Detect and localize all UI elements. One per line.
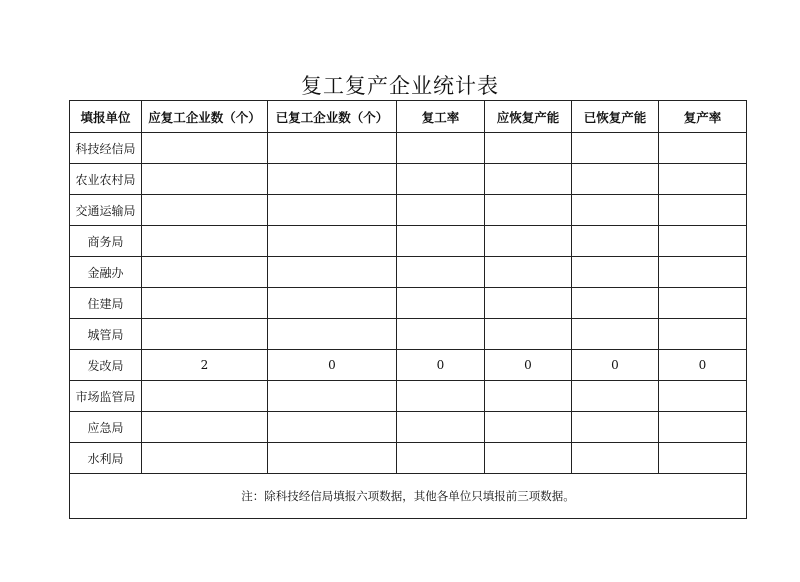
value-cell: [268, 319, 397, 350]
value-cell: 0: [485, 350, 572, 381]
value-cell: [572, 288, 659, 319]
value-cell: [142, 164, 268, 195]
table-note: 注：除科技经信局填报六项数据，其他各单位只填报前三项数据。: [70, 474, 747, 519]
value-cell: [142, 412, 268, 443]
value-cell: [485, 133, 572, 164]
header-cell-planned-resume-count: 应复工企业数（个）: [142, 101, 268, 133]
table-row: [70, 319, 747, 350]
value-cell: [268, 257, 397, 288]
value-cell: [142, 226, 268, 257]
value-cell: [268, 164, 397, 195]
value-cell: [659, 412, 747, 443]
unit-cell: 商务局: [70, 226, 142, 257]
value-cell: [142, 133, 268, 164]
value-cell: [485, 443, 572, 474]
value-cell: [659, 226, 747, 257]
table-row: [70, 164, 747, 195]
value-cell: [485, 288, 572, 319]
value-cell: [268, 288, 397, 319]
value-cell: [485, 412, 572, 443]
statistics-table: [69, 100, 747, 519]
value-cell: [397, 164, 485, 195]
header-cell-resumed-count: 已复工企业数（个）: [268, 101, 397, 133]
value-cell: [572, 133, 659, 164]
header-cell-unit: 填报单位: [70, 101, 142, 133]
unit-cell: 市场监管局: [70, 381, 142, 412]
value-cell: [142, 288, 268, 319]
value-cell: [659, 288, 747, 319]
value-cell: [485, 226, 572, 257]
value-cell: [572, 195, 659, 226]
value-cell: [142, 257, 268, 288]
value-cell: [142, 381, 268, 412]
value-cell: [397, 226, 485, 257]
unit-cell: 交通运输局: [70, 195, 142, 226]
value-cell: [572, 381, 659, 412]
value-cell: [268, 195, 397, 226]
header-cell-planned-capacity: 应恢复产能: [485, 101, 572, 133]
value-cell: [397, 288, 485, 319]
value-cell: [485, 164, 572, 195]
table-row: [70, 381, 747, 412]
value-cell: 2: [142, 350, 268, 381]
unit-cell: 金融办: [70, 257, 142, 288]
value-cell: [268, 381, 397, 412]
value-cell: [572, 443, 659, 474]
value-cell: [659, 443, 747, 474]
value-cell: [268, 443, 397, 474]
value-cell: [268, 133, 397, 164]
header-cell-production-rate: 复产率: [659, 101, 747, 133]
value-cell: [659, 164, 747, 195]
value-cell: 0: [572, 350, 659, 381]
value-cell: [572, 319, 659, 350]
value-cell: [659, 381, 747, 412]
table-row: [70, 412, 747, 443]
value-cell: [268, 412, 397, 443]
value-cell: 0: [268, 350, 397, 381]
value-cell: [397, 443, 485, 474]
value-cell: 0: [659, 350, 747, 381]
unit-cell: 农业农村局: [70, 164, 142, 195]
table-row: [70, 288, 747, 319]
value-cell: [485, 257, 572, 288]
unit-cell: 城管局: [70, 319, 142, 350]
value-cell: [485, 319, 572, 350]
value-cell: [397, 381, 485, 412]
table-row: [70, 226, 747, 257]
value-cell: 0: [397, 350, 485, 381]
header-cell-resume-rate: 复工率: [397, 101, 485, 133]
table-row: [70, 350, 747, 381]
value-cell: [142, 195, 268, 226]
value-cell: [659, 257, 747, 288]
unit-cell: 住建局: [70, 288, 142, 319]
header-cell-restored-capacity: 已恢复产能: [572, 101, 659, 133]
unit-cell: 科技经信局: [70, 133, 142, 164]
value-cell: [142, 443, 268, 474]
value-cell: [572, 257, 659, 288]
value-cell: [572, 412, 659, 443]
value-cell: [397, 257, 485, 288]
value-cell: [659, 319, 747, 350]
header-row: [70, 101, 747, 133]
table-row: [70, 195, 747, 226]
table-row: [70, 133, 747, 164]
value-cell: [142, 319, 268, 350]
value-cell: [485, 381, 572, 412]
value-cell: [485, 195, 572, 226]
unit-cell: 应急局: [70, 412, 142, 443]
value-cell: [397, 133, 485, 164]
value-cell: [397, 319, 485, 350]
value-cell: [572, 226, 659, 257]
value-cell: [397, 412, 485, 443]
value-cell: [397, 195, 485, 226]
unit-cell: 水利局: [70, 443, 142, 474]
value-cell: [659, 133, 747, 164]
table-row: [70, 443, 747, 474]
note-row: [70, 474, 747, 519]
value-cell: [572, 164, 659, 195]
page-title: 复工复产企业统计表: [301, 74, 499, 98]
value-cell: [659, 195, 747, 226]
unit-cell: 发改局: [70, 350, 142, 381]
value-cell: [268, 226, 397, 257]
table-row: [70, 257, 747, 288]
